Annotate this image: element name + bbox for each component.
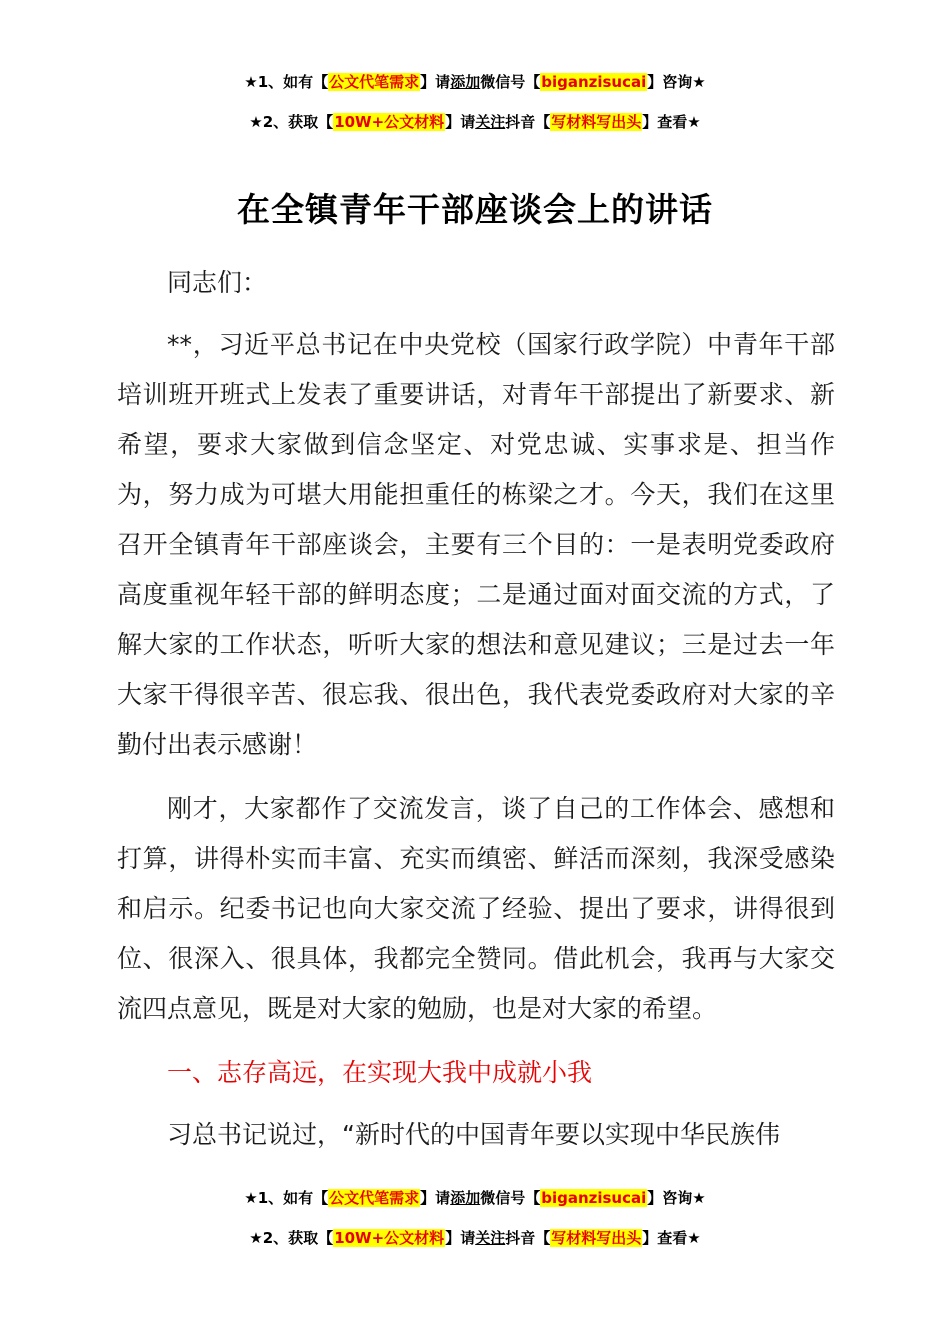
banner-underline-text: 添加: [450, 1189, 481, 1207]
banner-highlight: biganzisucai: [541, 1189, 647, 1207]
banner-highlight: 公文代笔需求: [329, 73, 420, 91]
salutation: 同志们：: [167, 268, 268, 297]
banner-underline-text: 关注: [475, 113, 506, 131]
banner-highlight: biganzisucai: [541, 73, 647, 91]
banner-text: ★2、获取【: [249, 113, 334, 131]
banner-highlight: 10W+公文材料: [334, 113, 445, 131]
header-banner-line2: [0, 111, 950, 133]
document-title: 在全镇青年干部座谈会上的讲话: [237, 190, 713, 229]
banner-text: 】咨询★: [647, 73, 706, 91]
banner-highlight: 10W+公文材料: [334, 1229, 445, 1247]
banner-text: 】请: [445, 1229, 476, 1247]
banner-highlight: 写材料写出头: [551, 113, 642, 131]
banner-text: 】请: [445, 113, 476, 131]
banner-text: ★1、如有【: [244, 73, 329, 91]
banner-text: 微信号【: [480, 1189, 541, 1207]
footer-banner-line2: [0, 1227, 950, 1249]
banner-text: 抖音【: [505, 113, 551, 131]
banner-text: 】请: [420, 73, 451, 91]
body-paragraph: **，习近平总书记在中央党校（国家行政学院）中青年干部培训班开班式上发表了重要讲话，对青年干部提出了新要求、新希望，要求大家做到信念坚定、对党忠诚、实事求是、担当作为，努力成为可堪大用能担重任的栋梁之才。今天，我们在这里召开全镇青年干部座谈会，主要有三个目的：一是表明党委政府高度重视年轻干部的鲜明态度；二是通过面对面交流的方式，了解大家的工作状态，听听大家的想法和意见建议；三是过去一年大家干得很辛苦、很忘我、很出色，我代表党委政府对大家的辛勤付出表示感谢！: [117, 330, 835, 759]
banner-text: 】查看★: [642, 113, 701, 131]
body-paragraph: 刚才，大家都作了交流发言，谈了自己的工作体会、感想和打算，讲得朴实而丰富、充实而缜密、鲜活而深刻，我深受感染和启示。纪委书记也向大家交流了经验、提出了要求，讲得很到位、很深入、很具体，我都完全赞同。借此机会，我再与大家交流四点意见，既是对大家的勉励，也是对大家的希望。: [117, 794, 835, 1023]
footer-banner-line1: [0, 1187, 950, 1209]
document-body: [117, 258, 835, 1174]
banner-text: 微信号【: [480, 73, 541, 91]
section-heading: 一、志存高远，在实现大我中成就小我: [167, 1058, 593, 1087]
banner-underline-text: 添加: [450, 73, 481, 91]
banner-text: 】请: [420, 1189, 451, 1207]
banner-underline-text: 关注: [475, 1229, 506, 1247]
banner-text: ★1、如有【: [244, 1189, 329, 1207]
header-banner-line1: [0, 71, 950, 93]
banner-highlight: 写材料写出头: [551, 1229, 642, 1247]
banner-text: 】咨询★: [647, 1189, 706, 1207]
banner-text: ★2、获取【: [249, 1229, 334, 1247]
body-paragraph: 习总书记说过，“新时代的中国青年要以实现中华民族伟: [167, 1120, 780, 1149]
banner-text: 抖音【: [505, 1229, 551, 1247]
banner-text: 】查看★: [642, 1229, 701, 1247]
banner-highlight: 公文代笔需求: [329, 1189, 420, 1207]
